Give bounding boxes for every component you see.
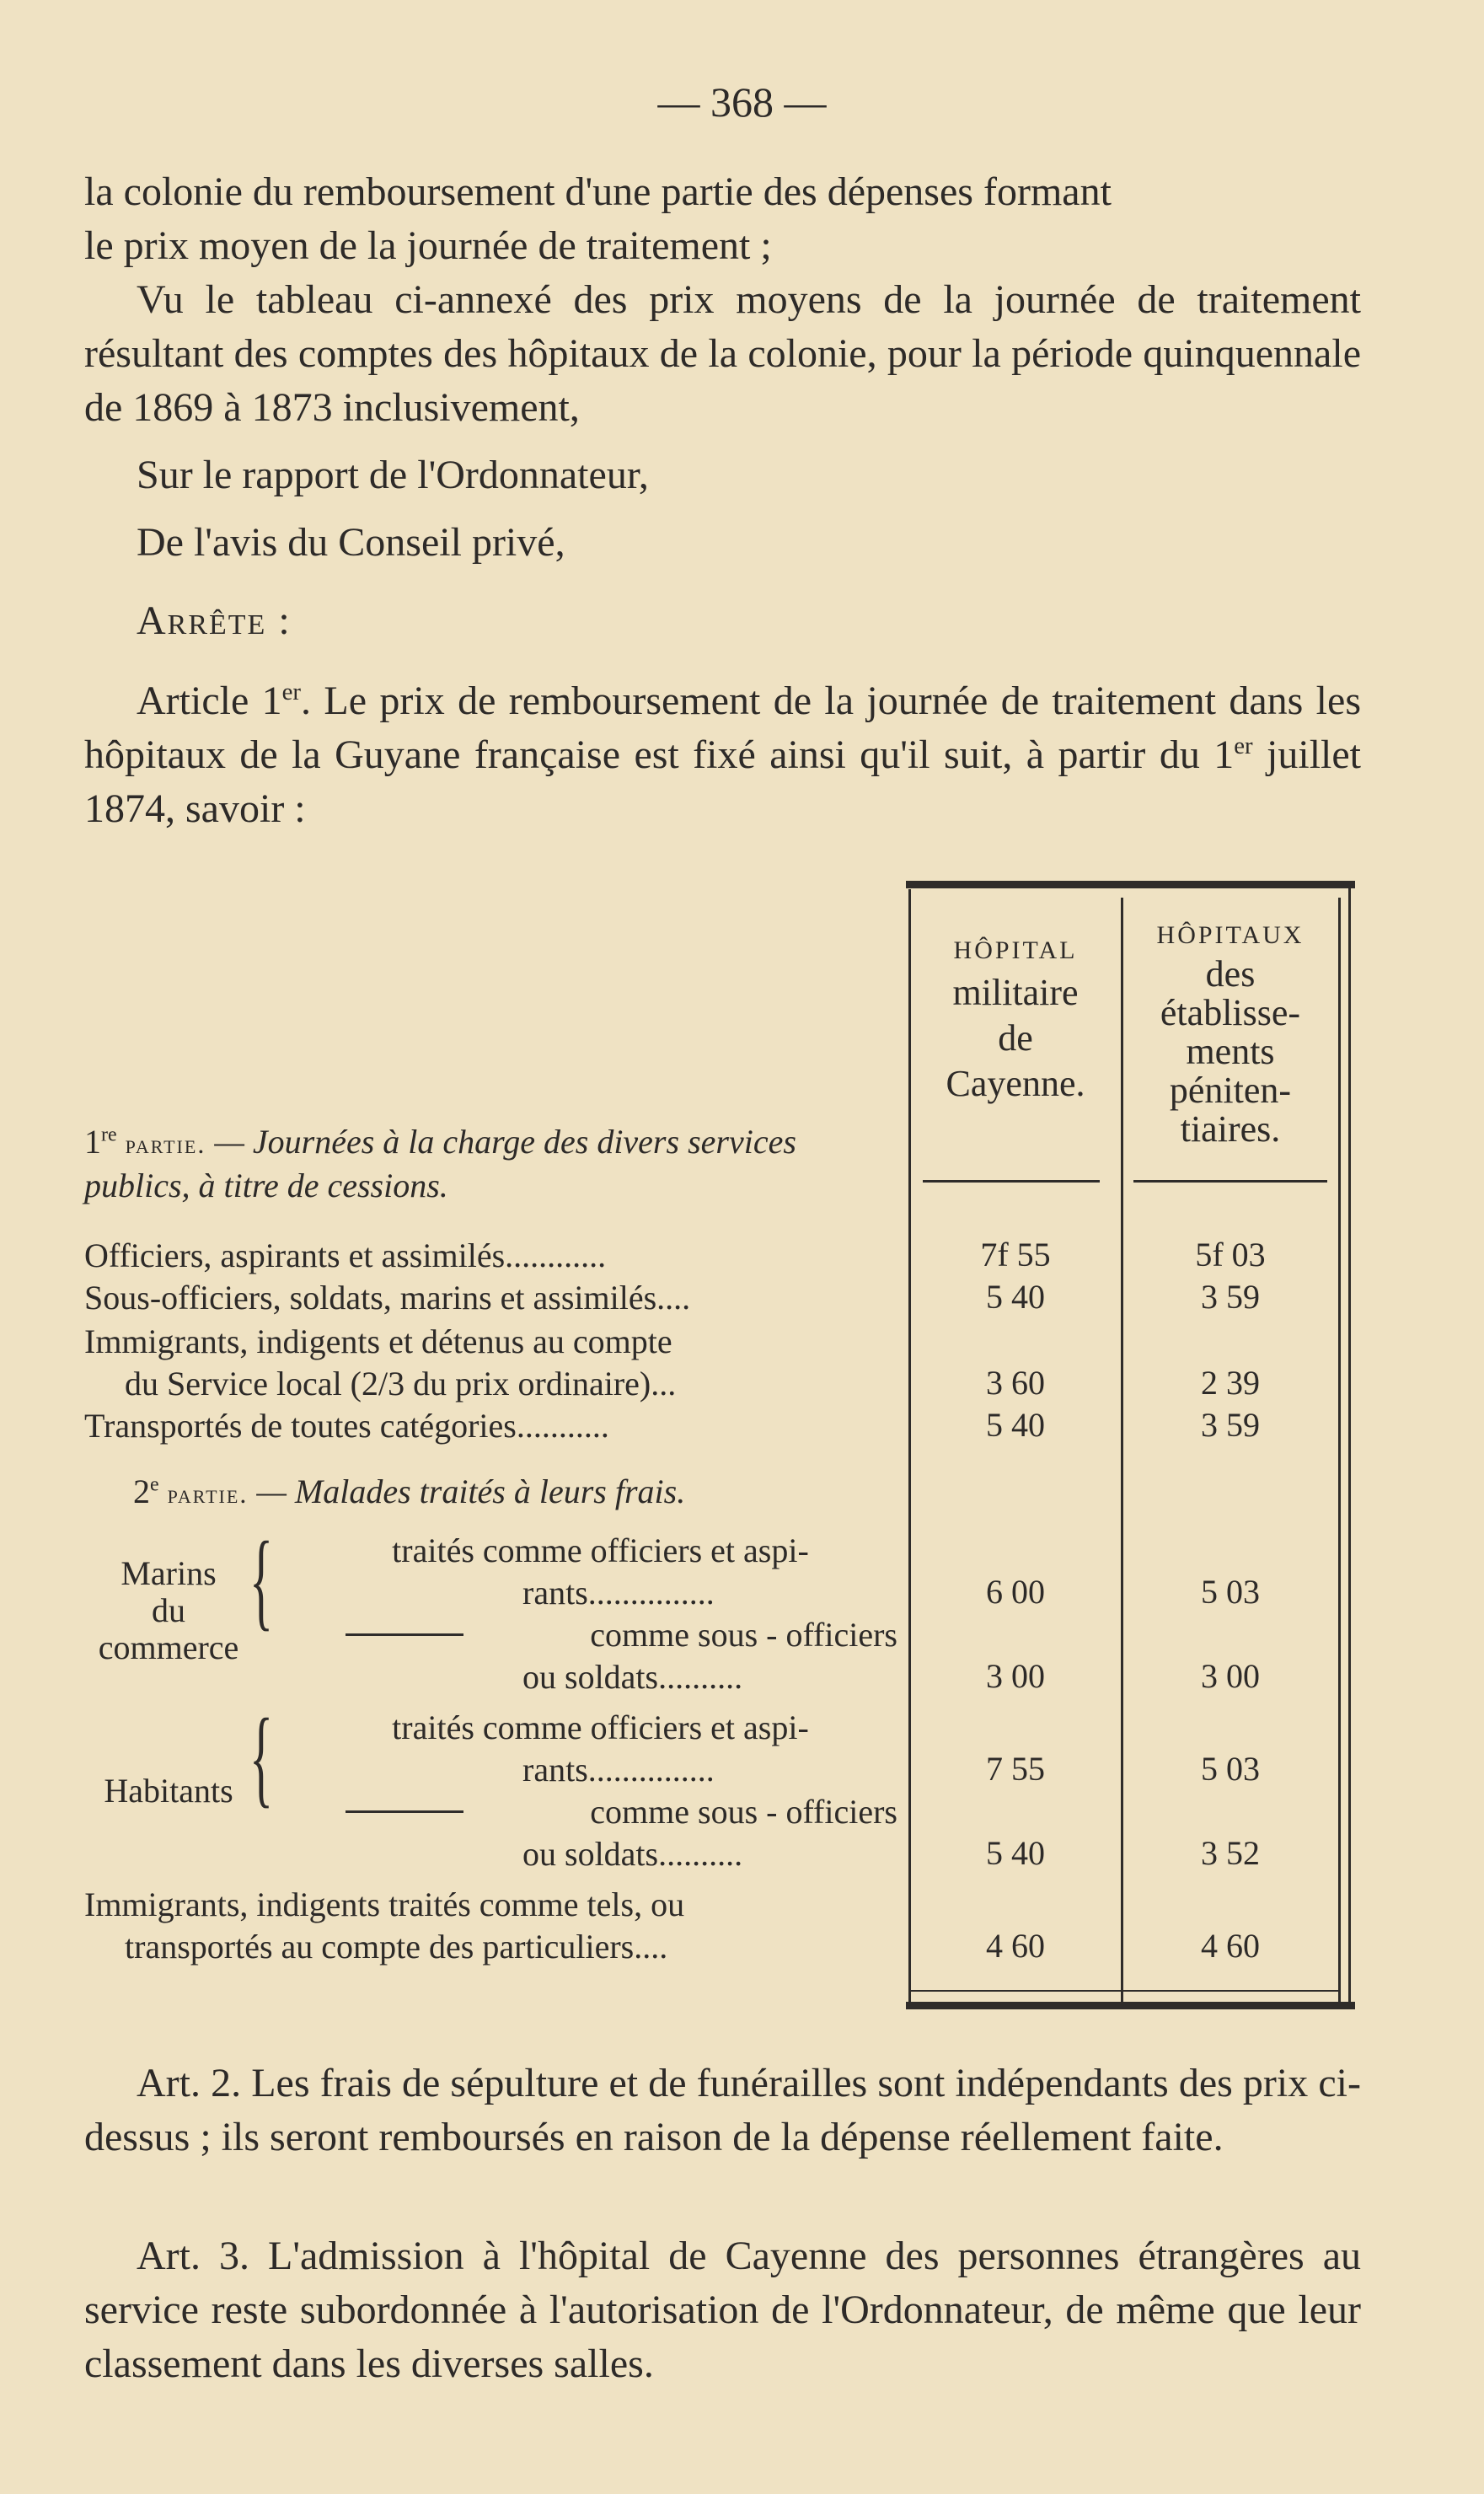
marins-b-col2: 3 00 [1201, 1657, 1260, 1695]
col2-header: HÔPITAUX des établisse- ments péniten- tiaires. [1156, 921, 1305, 1150]
table-column-divider [1121, 898, 1123, 2002]
article-1-paragraph: Article 1er. Le prix de remboursement de la journée de traitement dans les hôpitaux de la Guyane française est fixé ainsi qu'il suit, à partir du 1er juillet 1874, savoir : [84, 678, 1362, 831]
row-officiers-col1: 7f 55 [980, 1236, 1051, 1274]
row-sous-officiers-label: Sous-officiers, soldats, marins et assimilés.... [84, 1279, 691, 1317]
habitants-sub-b-line2: ou soldats.......... [522, 1835, 743, 1873]
table-right-inner-border [1338, 898, 1341, 2002]
arrete-heading: Arrête : [137, 598, 292, 643]
article-3-paragraph: Art. 3. L'admission à l'hôpital de Cayenne des personnes étrangères au service reste subordonnée à l'autorisation de l'Ordonnateur, de même que leur classement dans les diverses salles. [84, 2234, 1361, 2386]
row-immigrants-label-2: du Service local (2/3 du prix ordinaire)... [125, 1365, 677, 1403]
marins-dash [346, 1633, 463, 1636]
row-immigrants-col1: 3 60 [986, 1364, 1045, 1402]
row-transportes-label: Transportés de toutes catégories........... [84, 1407, 609, 1445]
marins-sub-b-line1: comme sous - officiers [590, 1616, 897, 1654]
row-sous-officiers-col1: 5 40 [986, 1278, 1045, 1316]
intro-line-1: la colonie du remboursement d'une partie des dépenses formant [84, 169, 1112, 214]
col1-header: HÔPITAL militaire de Cayenne. [946, 936, 1085, 1104]
marins-sub-b-line2: ou soldats.......... [522, 1658, 743, 1696]
habitants-label: Habitants [104, 1772, 233, 1810]
habitants-sub-b-line1: comme sous - officiers [590, 1793, 897, 1831]
marins-a-col2: 5 03 [1201, 1573, 1260, 1611]
avis-line: De l'avis du Conseil privé, [137, 520, 565, 565]
col2-header-rule [1133, 1180, 1327, 1183]
row-immigrants-col2: 2 39 [1201, 1364, 1260, 1402]
table-right-outer-border [1348, 888, 1351, 2005]
row-transportes-col2: 3 59 [1201, 1406, 1260, 1444]
row-sous-officiers-col2: 3 59 [1201, 1278, 1260, 1316]
sur-rapport-line: Sur le rapport de l'Ordonnateur, [137, 453, 649, 497]
partie-1-heading: 1re partie. — Journées à la charge des divers services publics, à titre de cessions. [84, 1123, 796, 1204]
row-particuliers-col1: 4 60 [986, 1927, 1045, 1965]
habitants-brace: { [249, 1697, 274, 1818]
vu-paragraph: Vu le tableau ci-annexé des prix moyens de la journée de traitement résultant des comptes des hôpitaux de la colonie, pour la période quinquennale de 1869 à 1873 inclusivement, [84, 277, 1361, 430]
row-particuliers-label-1: Immigrants, indigents traités comme tels, ou [84, 1885, 685, 1923]
table-top-rule [906, 881, 1355, 888]
marins-sub-a-line1: traités comme officiers et aspi- [392, 1531, 809, 1569]
row-immigrants-label-1: Immigrants, indigents et détenus au compte [84, 1322, 672, 1360]
habitants-sub-a-line2: rants............... [522, 1751, 715, 1789]
intro-line-2: le prix moyen de la journée de traitement ; [84, 223, 772, 268]
marins-sub-a-line2: rants............... [522, 1574, 715, 1612]
row-transportes-col1: 5 40 [986, 1406, 1045, 1444]
table-footer-rule [910, 1990, 1338, 1992]
row-officiers-label: Officiers, aspirants et assimilés............ [84, 1236, 607, 1274]
marins-du-commerce-label: Marins du commerce [98, 1554, 239, 1666]
intro-paragraph [84, 165, 1361, 273]
marins-b-col1: 3 00 [986, 1657, 1045, 1695]
row-particuliers-col2: 4 60 [1201, 1927, 1260, 1965]
page-number: — 368 — [657, 78, 827, 126]
habitants-sub-a-line1: traités comme officiers et aspi- [392, 1708, 809, 1746]
table-bottom-rule [906, 2002, 1355, 2009]
article-2-paragraph: Art. 2. Les frais de sépulture et de funérailles sont indépendants des prix ci-dessus ; ils seront remboursés en raison de la dépense réellement faite. [84, 2061, 1361, 2159]
habitants-dash [346, 1810, 463, 1813]
price-table [84, 881, 1357, 2020]
habitants-a-col2: 5 03 [1201, 1750, 1260, 1788]
partie-2-heading: 2e partie. — Malades traités à leurs frais. [133, 1472, 686, 1510]
col1-header-rule [923, 1180, 1100, 1183]
article-1-label: Article 1 [137, 678, 282, 723]
table-left-border [908, 889, 911, 2002]
marins-a-col1: 6 00 [986, 1573, 1045, 1611]
habitants-a-col1: 7 55 [986, 1750, 1045, 1788]
habitants-b-col1: 5 40 [986, 1834, 1045, 1872]
habitants-b-col2: 3 52 [1201, 1834, 1260, 1872]
row-officiers-col2: 5f 03 [1195, 1236, 1266, 1274]
marins-brace: { [249, 1520, 274, 1641]
row-particuliers-label-2: transportés au compte des particuliers.... [125, 1928, 668, 1966]
